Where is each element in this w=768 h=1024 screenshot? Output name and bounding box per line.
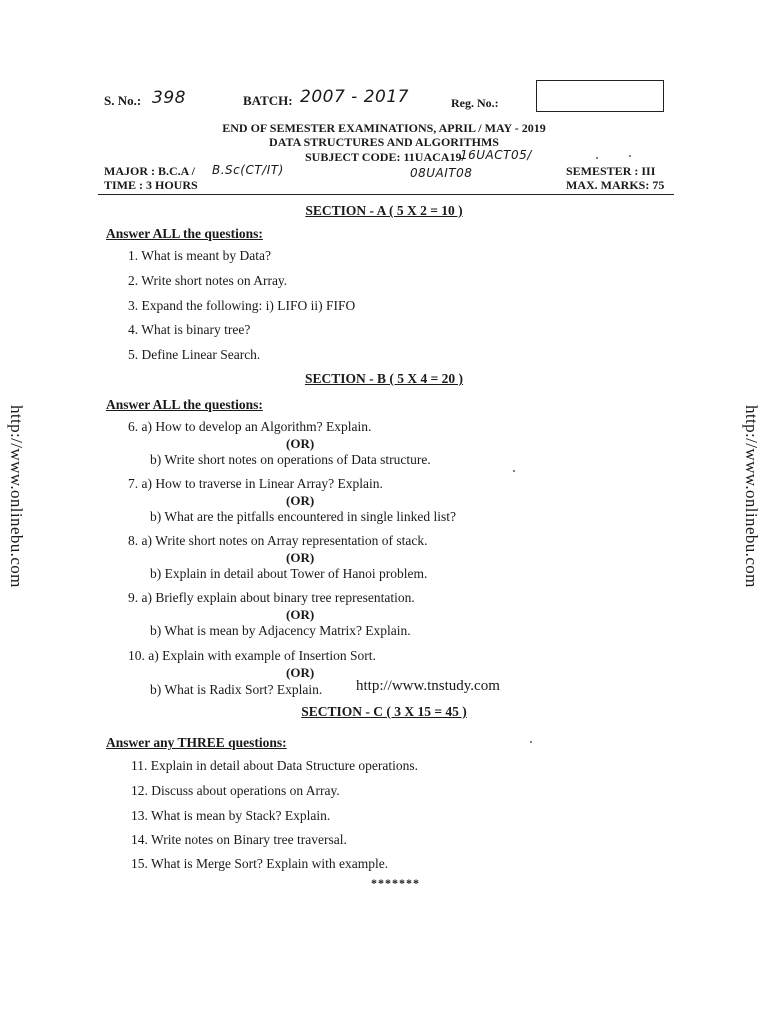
section-c-instruction: Answer any THREE questions:: [106, 735, 287, 750]
reg-no-box: [536, 80, 664, 112]
section-b-instruction: Answer ALL the questions:: [106, 397, 263, 412]
question-4: 4. What is binary tree?: [128, 322, 251, 337]
end-marker: *******: [371, 876, 420, 890]
question-14: 14. Write notes on Binary tree traversal.: [131, 832, 347, 847]
subject-code-handwritten-2: 08UAIT08: [410, 166, 473, 180]
header-divider: [98, 194, 674, 195]
or-label: (OR): [286, 550, 315, 565]
scan-speck: [629, 155, 631, 157]
right-side-watermark: http://www.onlinebu.com: [742, 405, 761, 588]
section-c-title: SECTION - C ( 3 X 15 = 45 ): [301, 704, 467, 719]
serial-number-label: S. No.:: [104, 93, 142, 108]
question-10b: b) What is Radix Sort? Explain.: [150, 682, 323, 697]
semester-label: SEMESTER : III: [566, 164, 656, 178]
question-3: 3. Expand the following: i) LIFO ii) FIFO: [128, 298, 356, 313]
question-10a: 10. a) Explain with example of Insertion Sort.: [128, 648, 376, 663]
or-label: (OR): [286, 436, 315, 451]
section-b-title: SECTION - B ( 5 X 4 = 20 ): [304, 371, 464, 386]
section-a-instruction: Answer ALL the questions:: [106, 226, 263, 241]
question-7b: b) What are the pitfalls encountered in single linked list?: [150, 509, 457, 524]
question-6a: 6. a) How to develop an Algorithm? Explain.: [128, 419, 372, 434]
question-8a: 8. a) Write short notes on Array representation of stack.: [128, 533, 428, 548]
question-5: 5. Define Linear Search.: [128, 347, 261, 362]
question-9b: b) What is mean by Adjacency Matrix? Explain.: [150, 623, 411, 638]
or-label: (OR): [286, 607, 315, 622]
batch-value: 2007 - 2017: [300, 87, 409, 107]
major-label: MAJOR : B.C.A /: [104, 164, 195, 178]
watermark-url: http://www.tnstudy.com: [356, 678, 500, 694]
or-label: (OR): [286, 665, 315, 680]
question-13: 13. What is mean by Stack? Explain.: [131, 808, 331, 823]
exam-title: END OF SEMESTER EXAMINATIONS, APRIL / MAY - 2019: [222, 121, 546, 135]
reg-no-label: Reg. No.:: [451, 96, 499, 110]
serial-number-value: 398: [152, 88, 186, 108]
time-label: TIME : 3 HOURS: [104, 178, 198, 192]
question-1: 1. What is meant by Data?: [128, 248, 271, 263]
scan-speck: [513, 470, 515, 472]
question-7a: 7. a) How to traverse in Linear Array? Explain.: [128, 476, 383, 491]
question-6b: b) Write short notes on operations of Data structure.: [150, 452, 431, 467]
question-2: 2. Write short notes on Array.: [128, 273, 288, 288]
or-label: (OR): [286, 493, 315, 508]
subject-code-label: SUBJECT CODE: 11UACA19/: [305, 150, 465, 164]
major-handwritten: B.Sc(CT/IT): [212, 163, 284, 177]
scan-speck: [530, 741, 532, 743]
subject-title: DATA STRUCTURES AND ALGORITHMS: [269, 135, 499, 149]
question-9a: 9. a) Briefly explain about binary tree representation.: [128, 590, 415, 605]
section-a-title: SECTION - A ( 5 X 2 = 10 ): [305, 203, 463, 218]
max-marks-label: MAX. MARKS: 75: [566, 178, 665, 192]
question-11: 11. Explain in detail about Data Structure operations.: [131, 758, 419, 773]
question-12: 12. Discuss about operations on Array.: [131, 783, 340, 798]
scan-speck: [596, 157, 598, 159]
batch-label: BATCH:: [243, 93, 293, 108]
question-15: 15. What is Merge Sort? Explain with example.: [131, 856, 389, 871]
left-side-watermark: http://www.onlinebu.com: [7, 405, 26, 588]
subject-code-handwritten: 16UACT05/: [460, 148, 532, 162]
question-8b: b) Explain in detail about Tower of Hanoi problem.: [150, 566, 428, 581]
